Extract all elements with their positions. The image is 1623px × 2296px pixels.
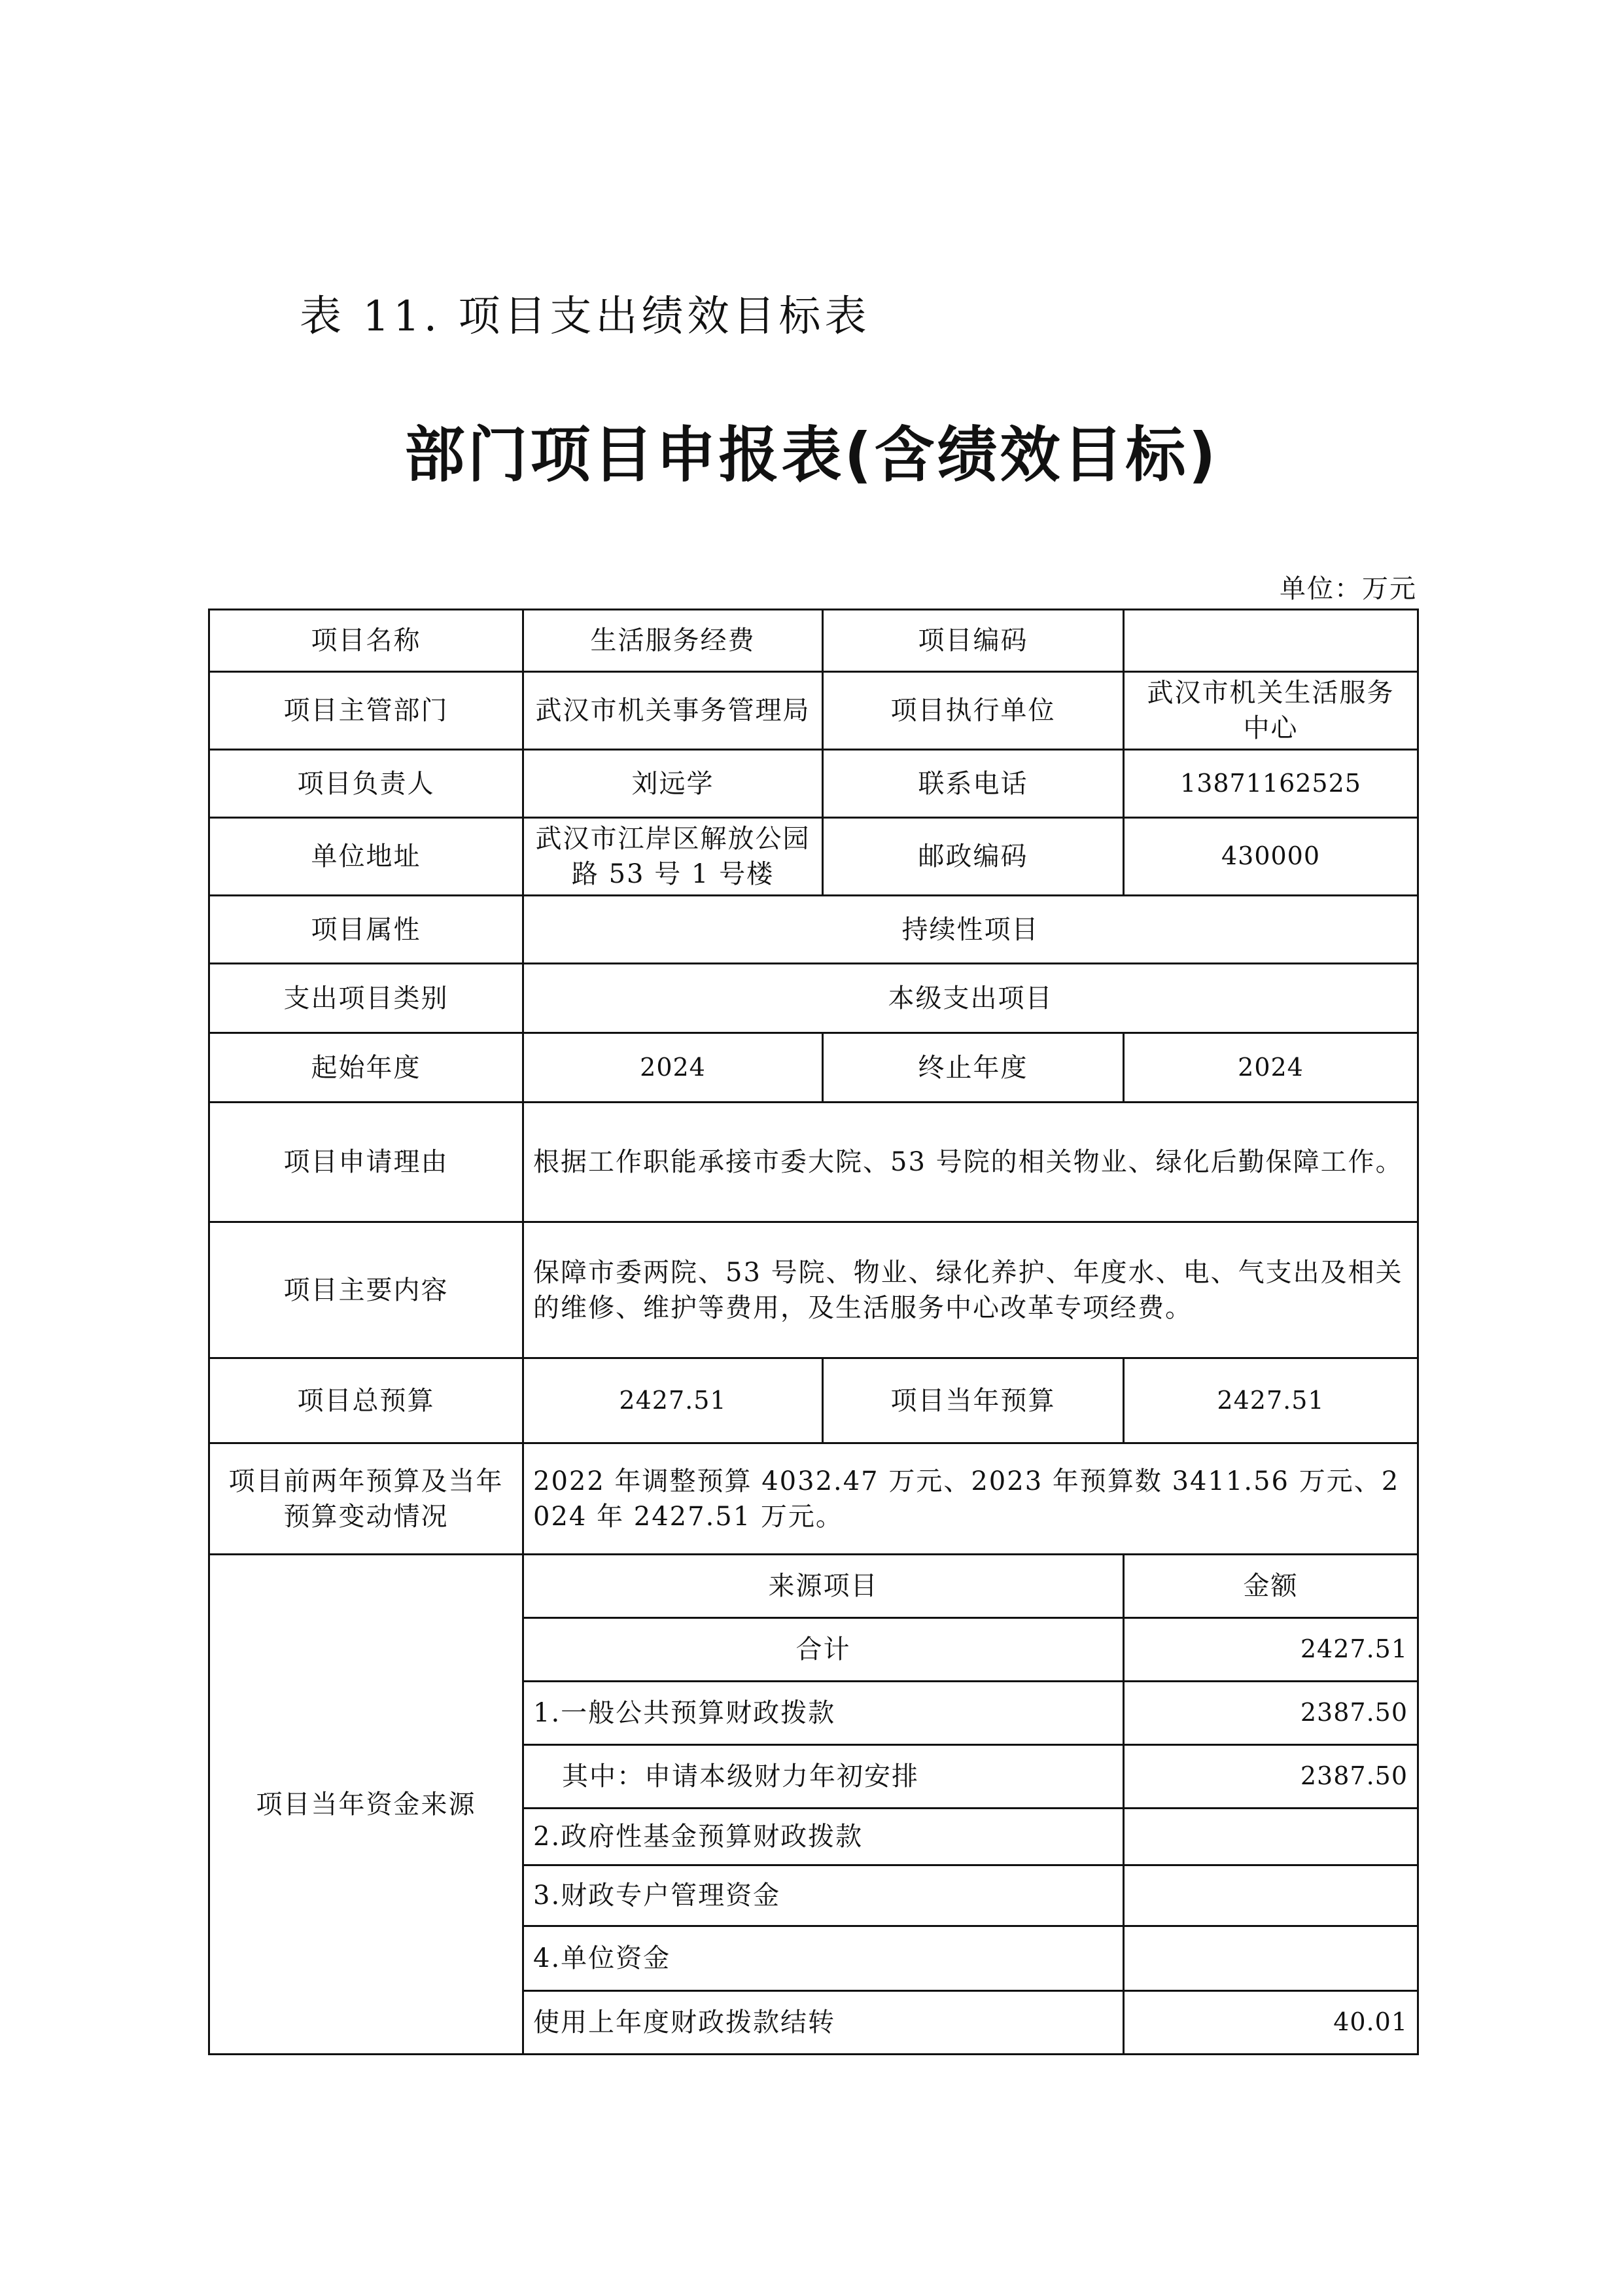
funding-label: 项目当年资金来源 <box>209 1555 523 2055</box>
funding-source: 3.财政专户管理资金 <box>523 1865 1124 1926</box>
funding-amount <box>1124 1865 1418 1926</box>
funding-amount: 2387.50 <box>1124 1682 1418 1745</box>
row-history <box>209 1443 1418 1555</box>
content-label: 项目主要内容 <box>209 1222 523 1358</box>
end-year-value: 2024 <box>1124 1033 1418 1103</box>
project-code-label: 项目编码 <box>823 610 1124 672</box>
start-year-value: 2024 <box>523 1033 823 1103</box>
row-category <box>209 964 1418 1033</box>
postcode-label: 邮政编码 <box>823 818 1124 896</box>
exec-unit-value: 武汉市机关生活服务中心 <box>1124 672 1418 750</box>
attr-label: 项目属性 <box>209 896 523 964</box>
funding-source: 其中：申请本级财力年初安排 <box>523 1745 1124 1809</box>
funding-source: 1.一般公共预算财政拨款 <box>523 1682 1124 1745</box>
row-years <box>209 1033 1418 1103</box>
funding-amount <box>1124 1809 1418 1865</box>
attr-value: 持续性项目 <box>523 896 1418 964</box>
address-value: 武汉市江岸区解放公园路 53 号 1 号楼 <box>523 818 823 896</box>
funding-amount: 40.01 <box>1124 1991 1418 2055</box>
page-title: 部门项目申报表(含绩效目标) <box>404 420 1219 490</box>
unit-note: 单位：万元 <box>1280 574 1417 604</box>
project-name-value: 生活服务经费 <box>523 610 823 672</box>
project-name-label: 项目名称 <box>209 610 523 672</box>
project-code-value <box>1124 610 1418 672</box>
row-address <box>209 818 1418 896</box>
end-year-label: 终止年度 <box>823 1033 1124 1103</box>
current-budget-value: 2427.51 <box>1124 1358 1418 1443</box>
funding-header-row <box>209 1555 1418 1618</box>
row-content <box>209 1222 1418 1358</box>
row-reason <box>209 1103 1418 1222</box>
phone-value: 13871162525 <box>1124 750 1418 818</box>
funding-source: 合计 <box>523 1618 1124 1682</box>
row-owner <box>209 750 1418 818</box>
phone-label: 联系电话 <box>823 750 1124 818</box>
funding-source: 4.单位资金 <box>523 1926 1124 1991</box>
history-label: 项目前两年预算及当年预算变动情况 <box>209 1443 523 1555</box>
current-budget-label: 项目当年预算 <box>823 1358 1124 1443</box>
total-budget-label: 项目总预算 <box>209 1358 523 1443</box>
exec-unit-label: 项目执行单位 <box>823 672 1124 750</box>
reason-label: 项目申请理由 <box>209 1103 523 1222</box>
funding-amount <box>1124 1926 1418 1991</box>
start-year-label: 起始年度 <box>209 1033 523 1103</box>
total-budget-value: 2427.51 <box>523 1358 823 1443</box>
owner-value: 刘远学 <box>523 750 823 818</box>
funding-source: 使用上年度财政拨款结转 <box>523 1991 1124 2055</box>
row-budget <box>209 1358 1418 1443</box>
project-form-table <box>208 609 1419 2055</box>
funding-amount: 2387.50 <box>1124 1745 1418 1809</box>
owner-label: 项目负责人 <box>209 750 523 818</box>
postcode-value: 430000 <box>1124 818 1418 896</box>
content-value: 保障市委两院、53 号院、物业、绿化养护、年度水、电、气支出及相关的维修、维护等费用，及生活服务中心改革专项经费。 <box>523 1222 1418 1358</box>
row-name <box>209 610 1418 672</box>
dept-label: 项目主管部门 <box>209 672 523 750</box>
category-label: 支出项目类别 <box>209 964 523 1033</box>
history-value: 2022 年调整预算 4032.47 万元、2023 年预算数 3411.56 万元、2024 年 2427.51 万元。 <box>523 1443 1418 1555</box>
funding-amount: 2427.51 <box>1124 1618 1418 1682</box>
funding-source: 2.政府性基金预算财政拨款 <box>523 1809 1124 1865</box>
row-attr <box>209 896 1418 964</box>
funding-amount-header: 金额 <box>1124 1555 1418 1618</box>
reason-value: 根据工作职能承接市委大院、53 号院的相关物业、绿化后勤保障工作。 <box>523 1103 1418 1222</box>
address-label: 单位地址 <box>209 818 523 896</box>
category-value: 本级支出项目 <box>523 964 1418 1033</box>
dept-value: 武汉市机关事务管理局 <box>523 672 823 750</box>
table-caption: 表 11. 项目支出绩效目标表 <box>300 292 871 341</box>
funding-source-header: 来源项目 <box>523 1555 1124 1618</box>
row-dept <box>209 672 1418 750</box>
